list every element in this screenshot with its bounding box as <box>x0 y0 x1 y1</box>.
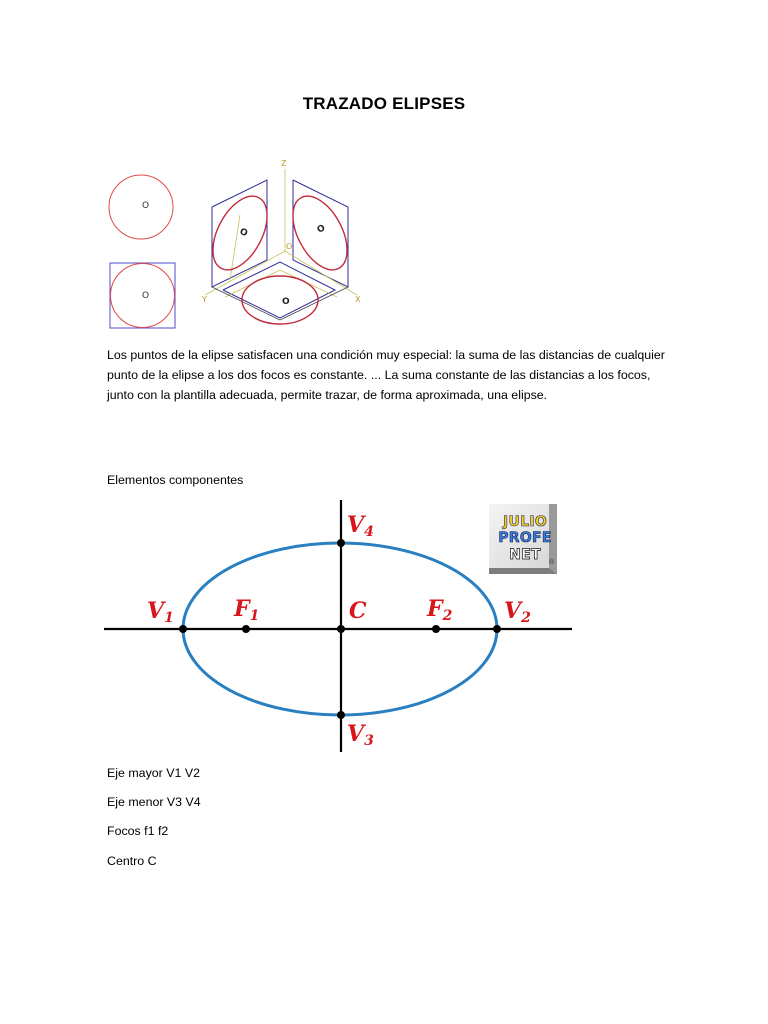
point-c <box>337 625 345 633</box>
point-v2 <box>493 625 501 633</box>
components-heading: Elementos componentes <box>107 473 244 487</box>
axis-y-label: Y <box>202 295 207 304</box>
julioprofenet-logo <box>489 504 569 580</box>
axis-x-label: X <box>355 295 361 304</box>
list-item-foci: Focos f1 f2 <box>107 824 169 838</box>
square-center-label: O <box>142 291 150 301</box>
right-face-center-label: O <box>315 223 328 236</box>
label-v1: V1 <box>147 598 174 626</box>
label-f2: F2 <box>427 596 453 624</box>
label-f1: F1 <box>234 596 260 624</box>
registered-mark: ® <box>549 559 555 566</box>
list-item-center: Centro C <box>107 854 157 868</box>
circle-center-label: O <box>142 201 150 211</box>
point-v3 <box>337 711 345 719</box>
list-item-minor-axis: Eje menor V3 V4 <box>107 795 201 809</box>
point-v4 <box>337 539 345 547</box>
top-face-center-label: O <box>282 297 290 307</box>
point-f2 <box>432 625 440 633</box>
point-f1 <box>242 625 250 633</box>
label-v2: V2 <box>504 598 531 626</box>
point-v1 <box>179 625 187 633</box>
logo-line-net: NET <box>509 547 541 563</box>
list-item-major-axis: Eje mayor V1 V2 <box>107 766 200 780</box>
label-v3: V3 <box>347 721 374 749</box>
label-v4: V4 <box>347 512 374 540</box>
axis-z-label: Z <box>281 159 287 168</box>
isometric-ellipse-figure <box>105 155 375 335</box>
axis-origin-label: O <box>286 242 293 251</box>
description-paragraph: Los puntos de la elipse satisfacen una condición muy especial: la suma de las distancias de cualquier punto de la elipse a los dos focos es constante. ... La suma constante de las distancias a los focos, junto con la plantilla adecuada, permite trazar, de forma aproximada, una elipse. <box>107 348 665 402</box>
page-title: TRAZADO ELIPSES <box>302 94 466 113</box>
left-face-center-label: O <box>237 226 250 240</box>
logo-line-profe: PROFE <box>498 530 552 546</box>
label-c: C <box>349 598 367 624</box>
logo-line-julio: JULIO <box>502 514 548 530</box>
